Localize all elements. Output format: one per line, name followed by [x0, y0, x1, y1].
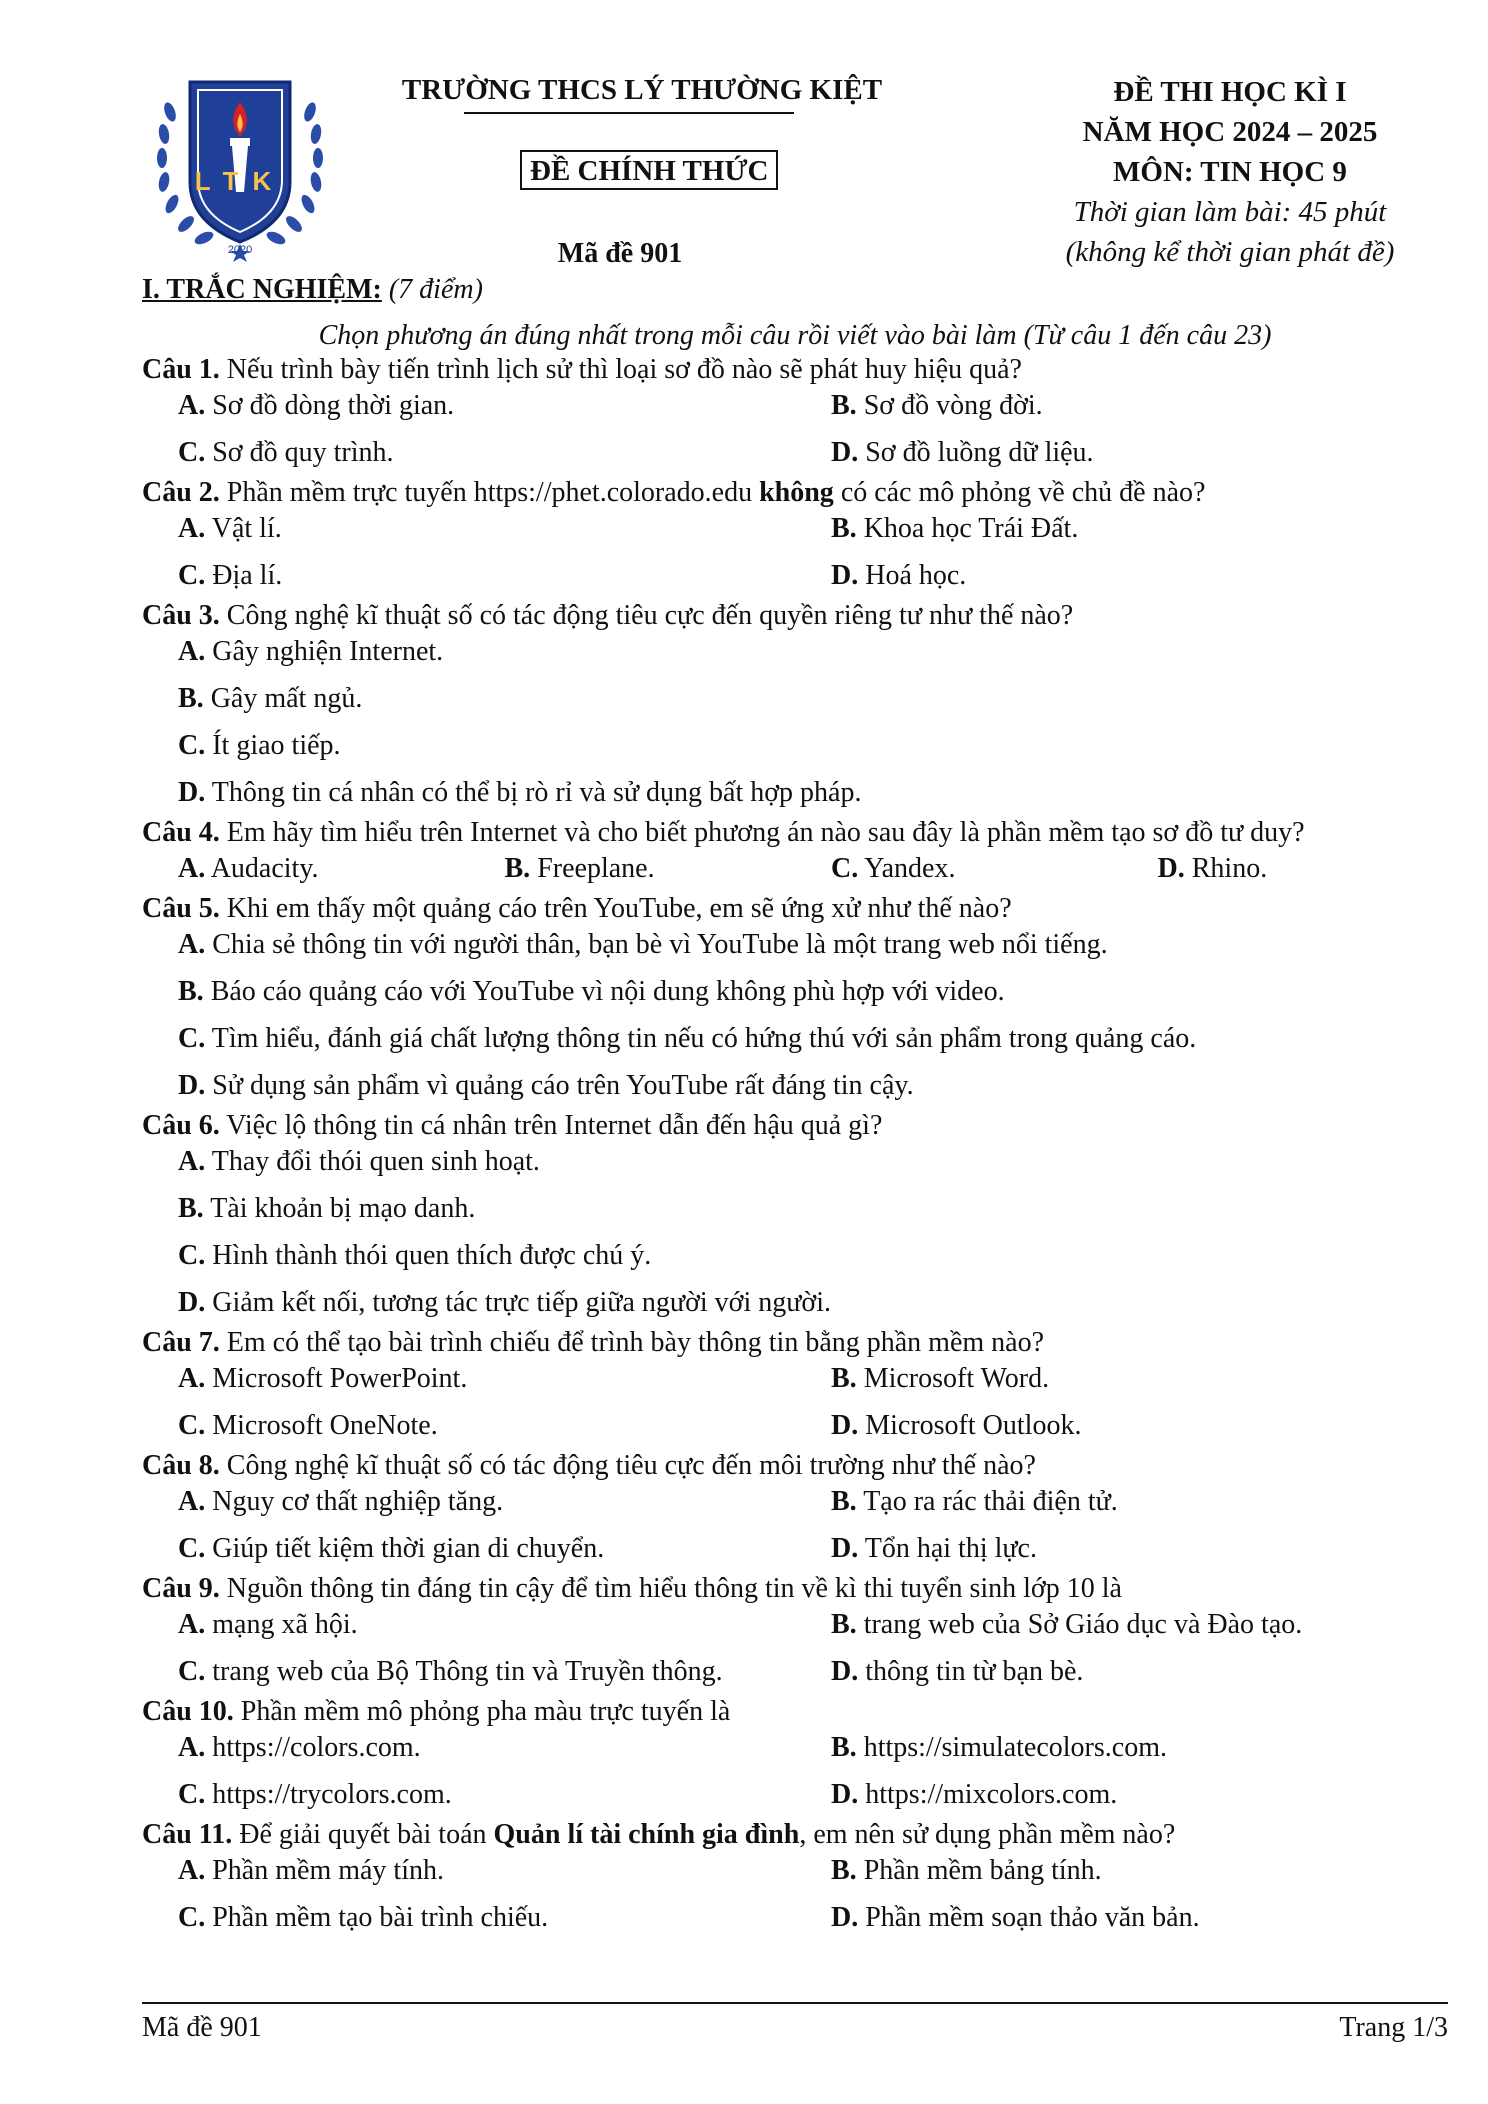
- question-stem: [142, 1325, 1448, 1361]
- option-b: [142, 974, 1448, 1010]
- logo-letters: LTK: [194, 166, 286, 196]
- footer-page-number: Trang 1/3: [1339, 2012, 1448, 2043]
- option-text: https://colors.com.: [212, 1732, 421, 1763]
- option-text: Phần mềm soạn thảo văn bản.: [865, 1902, 1200, 1933]
- footer-exam-code: Mã đề 901: [142, 2012, 262, 2043]
- option-row: [142, 435, 1448, 475]
- question-label: Câu 5.: [142, 893, 220, 924]
- option-d: [142, 775, 1448, 811]
- answer-options: [142, 1607, 1448, 1694]
- option-row: [142, 775, 1448, 815]
- option-letter: A.: [178, 1363, 206, 1394]
- option-b: [795, 388, 1448, 424]
- question-7: [142, 1325, 1448, 1448]
- option-a: [142, 1607, 795, 1643]
- section-title: I. TRẮC NGHIỆM:: [142, 274, 382, 305]
- question-text-tail: , em nên sử dụng phần mềm nào?: [799, 1819, 1176, 1850]
- exam-info: [1010, 72, 1450, 272]
- answer-options: [142, 1361, 1448, 1448]
- option-letter: B.: [831, 1363, 857, 1394]
- answer-options: [142, 851, 1448, 891]
- question-keyword: không: [759, 477, 834, 508]
- option-a: [142, 1730, 795, 1766]
- option-letter: B.: [831, 1486, 857, 1517]
- option-text: trang web của Sở Giáo dục và Đào tạo.: [863, 1609, 1303, 1640]
- answer-options: [142, 511, 1448, 598]
- option-letter: B.: [831, 390, 857, 421]
- option-text: Báo cáo quảng cáo với YouTube vì nội dung không phù hợp với video.: [210, 976, 1005, 1007]
- answer-options: [142, 1853, 1448, 1940]
- question-stem: [142, 1817, 1448, 1853]
- option-b: [795, 1484, 1448, 1520]
- option-letter: A.: [178, 636, 206, 667]
- option-b: [469, 851, 796, 887]
- option-text: Sơ đồ dòng thời gian.: [212, 390, 455, 421]
- option-row: [142, 851, 1448, 891]
- option-letter: B.: [831, 1855, 857, 1886]
- option-letter: C.: [178, 730, 206, 761]
- option-text: Gây mất ngủ.: [210, 683, 363, 714]
- option-text: Freeplane.: [537, 853, 655, 884]
- question-text: Phần mềm mô phỏng pha màu trực tuyến là: [240, 1696, 731, 1727]
- option-letter: D.: [178, 1070, 206, 1101]
- question-5: [142, 891, 1448, 1108]
- option-text: Giảm kết nối, tương tác trực tiếp giữa người với người.: [212, 1287, 832, 1318]
- answer-options: [142, 1730, 1448, 1817]
- question-label: Câu 11.: [142, 1819, 233, 1850]
- option-text: trang web của Bộ Thông tin và Truyền thông.: [212, 1656, 723, 1687]
- option-letter: B.: [504, 853, 531, 884]
- option-letter: C.: [178, 1533, 206, 1564]
- option-text: Rhino.: [1191, 853, 1268, 884]
- question-label: Câu 1.: [142, 354, 220, 385]
- option-d: [795, 558, 1448, 594]
- question-label: Câu 7.: [142, 1327, 220, 1358]
- exam-duration: Thời gian làm bài: 45 phút: [1073, 196, 1387, 228]
- option-text: Hình thành thói quen thích được chú ý.: [212, 1240, 652, 1271]
- question-stem: [142, 352, 1448, 388]
- option-a: [142, 927, 1448, 963]
- option-row: [142, 1238, 1448, 1285]
- option-letter: C.: [178, 437, 206, 468]
- option-row: [142, 1531, 1448, 1571]
- question-keyword: Quản lí tài chính gia đình: [493, 1819, 800, 1850]
- question-text: Em có thể tạo bài trình chiếu để trình bày thông tin bằng phần mềm nào?: [226, 1327, 1045, 1358]
- option-text: Hoá học.: [865, 560, 967, 591]
- question-stem: [142, 598, 1448, 634]
- option-text: Địa lí.: [212, 560, 283, 591]
- question-text: Nếu trình bày tiến trình lịch sử thì loại sơ đồ nào sẽ phát huy hiệu quả?: [226, 354, 1022, 385]
- question-6: [142, 1108, 1448, 1325]
- question-label: Câu 2.: [142, 477, 220, 508]
- option-letter: B.: [831, 1732, 857, 1763]
- option-letter: A.: [178, 1609, 206, 1640]
- option-row: [142, 1900, 1448, 1940]
- option-text: Chia sẻ thông tin với người thân, bạn bè vì YouTube là một trang web nổi tiếng.: [212, 929, 1108, 960]
- option-c: [142, 1531, 795, 1567]
- option-text: Tạo ra rác thải điện tử.: [863, 1486, 1118, 1517]
- option-d: [142, 1285, 1448, 1321]
- option-letter: C.: [178, 1410, 206, 1441]
- option-d: [795, 1654, 1448, 1690]
- option-text: Sơ đồ luồng dữ liệu.: [865, 437, 1094, 468]
- option-row: [142, 681, 1448, 728]
- option-letter: D.: [831, 1902, 859, 1933]
- answer-options: [142, 1144, 1448, 1325]
- question-text: Khi em thấy một quảng cáo trên YouTube, em sẽ ứng xử như thế nào?: [226, 893, 1012, 924]
- footer-rule: [142, 2002, 1448, 2004]
- question-label: Câu 9.: [142, 1573, 220, 1604]
- question-stem: [142, 1108, 1448, 1144]
- option-letter: C.: [178, 1779, 206, 1810]
- section-instruction: Chọn phương án đúng nhất trong mỗi câu rồi viết vào bài làm (Từ câu 1 đến câu 23): [318, 320, 1272, 351]
- subject: MÔN: TIN HỌC 9: [1113, 156, 1347, 188]
- option-text: Gây nghiện Internet.: [212, 636, 444, 667]
- logo-year: 2020: [227, 244, 253, 256]
- option-text: https://simulatecolors.com.: [863, 1732, 1167, 1763]
- option-letter: A.: [178, 1855, 206, 1886]
- question-text-tail: có các mô phỏng về chủ đề nào?: [833, 477, 1206, 508]
- option-a: [142, 511, 795, 547]
- option-text: mạng xã hội.: [212, 1609, 358, 1640]
- option-text: Ít giao tiếp.: [212, 730, 341, 761]
- option-text: Phần mềm bảng tính.: [863, 1855, 1102, 1886]
- option-letter: B.: [178, 976, 204, 1007]
- option-letter: C.: [178, 1656, 206, 1687]
- question-text: Công nghệ kĩ thuật số có tác động tiêu cực đến môi trường như thế nào?: [226, 1450, 1036, 1481]
- option-row: [142, 1191, 1448, 1238]
- option-d: [795, 1900, 1448, 1936]
- option-letter: D.: [831, 1533, 859, 1564]
- answer-options: [142, 927, 1448, 1108]
- option-text: Microsoft Outlook.: [865, 1410, 1082, 1441]
- option-d: [795, 435, 1448, 471]
- option-d: [795, 1408, 1448, 1444]
- option-letter: C.: [178, 1902, 206, 1933]
- option-text: https://mixcolors.com.: [865, 1779, 1118, 1810]
- question-text: Em hãy tìm hiểu trên Internet và cho biết phương án nào sau đây là phần mềm tạo sơ đồ tư duy?: [226, 817, 1305, 848]
- school-name-rule: [464, 112, 794, 114]
- option-c: [142, 1408, 795, 1444]
- option-c: [795, 851, 1122, 887]
- option-letter: B.: [831, 1609, 857, 1640]
- option-text: thông tin từ bạn bè.: [865, 1656, 1084, 1687]
- option-d: [795, 1777, 1448, 1813]
- option-text: Tìm hiểu, đánh giá chất lượng thông tin nếu có hứng thú với sản phẩm trong quảng cáo.: [211, 1023, 1197, 1054]
- option-c: [142, 1654, 795, 1690]
- option-d: [795, 1531, 1448, 1567]
- option-text: Vật lí.: [211, 513, 282, 544]
- option-text: Thay đổi thói quen sinh hoạt.: [211, 1146, 540, 1177]
- option-c: [142, 558, 795, 594]
- exam-duration-note: (không kể thời gian phát đề): [1065, 236, 1395, 268]
- option-text: Giúp tiết kiệm thời gian di chuyển.: [212, 1533, 605, 1564]
- section-heading: [142, 274, 483, 306]
- option-row: [142, 1408, 1448, 1448]
- option-text: Phần mềm máy tính.: [212, 1855, 444, 1886]
- option-row: [142, 728, 1448, 775]
- option-c: [142, 1238, 1448, 1274]
- option-row: [142, 1361, 1448, 1408]
- option-d: [1122, 851, 1449, 887]
- option-row: [142, 1607, 1448, 1654]
- question-text: Việc lộ thông tin cá nhân trên Internet dẫn đến hậu quả gì?: [226, 1110, 883, 1141]
- question-3: [142, 598, 1448, 815]
- option-a: [142, 634, 1448, 670]
- option-letter: B.: [178, 683, 204, 714]
- option-c: [142, 1777, 795, 1813]
- option-letter: A.: [178, 513, 206, 544]
- option-text: Nguy cơ thất nghiệp tăng.: [212, 1486, 504, 1517]
- option-row: [142, 388, 1448, 435]
- option-a: [142, 1361, 795, 1397]
- official-badge: ĐỀ CHÍNH THỨC: [520, 150, 778, 190]
- option-text: Microsoft OneNote.: [212, 1410, 438, 1441]
- option-a: [142, 1853, 795, 1889]
- option-letter: C.: [178, 1240, 206, 1271]
- question-10: [142, 1694, 1448, 1817]
- option-letter: C.: [178, 1023, 206, 1054]
- option-b: [795, 1730, 1448, 1766]
- option-letter: D.: [178, 777, 206, 808]
- option-b: [795, 1607, 1448, 1643]
- option-letter: B.: [178, 1193, 204, 1224]
- option-text: Microsoft Word.: [863, 1363, 1050, 1394]
- question-stem: [142, 891, 1448, 927]
- option-row: [142, 974, 1448, 1021]
- option-row: [142, 1285, 1448, 1325]
- option-row: [142, 927, 1448, 974]
- option-a: [142, 1484, 795, 1520]
- option-letter: D.: [831, 437, 859, 468]
- question-4: [142, 815, 1448, 891]
- option-letter: D.: [1157, 853, 1185, 884]
- option-row: [142, 1777, 1448, 1817]
- option-row: [142, 634, 1448, 681]
- question-stem: [142, 1694, 1448, 1730]
- option-text: Microsoft PowerPoint.: [212, 1363, 468, 1394]
- option-letter: A.: [178, 853, 206, 884]
- option-row: [142, 511, 1448, 558]
- option-letter: A.: [178, 929, 206, 960]
- question-stem: [142, 1448, 1448, 1484]
- question-label: Câu 8.: [142, 1450, 220, 1481]
- question-text: Để giải quyết bài toán: [239, 1819, 494, 1850]
- option-row: [142, 1654, 1448, 1694]
- option-letter: D.: [831, 1779, 859, 1810]
- option-letter: D.: [831, 560, 859, 591]
- option-b: [142, 1191, 1448, 1227]
- question-2: [142, 475, 1448, 598]
- option-letter: C.: [831, 853, 859, 884]
- school-name: TRƯỜNG THCS LÝ THƯỜNG KIỆT: [401, 74, 883, 106]
- option-row: [142, 558, 1448, 598]
- option-a: [142, 851, 469, 887]
- option-text: Sử dụng sản phẩm vì quảng cáo trên YouTube rất đáng tin cậy.: [212, 1070, 914, 1101]
- option-a: [142, 1144, 1448, 1180]
- option-row: [142, 1853, 1448, 1900]
- question-1: [142, 352, 1448, 475]
- question-label: Câu 6.: [142, 1110, 220, 1141]
- option-row: [142, 1730, 1448, 1777]
- question-text: Phần mềm trực tuyến https://phet.colorado.edu: [226, 477, 760, 508]
- option-a: [142, 388, 795, 424]
- option-d: [142, 1068, 1448, 1104]
- option-text: https://trycolors.com.: [212, 1779, 452, 1810]
- option-text: Audacity.: [210, 853, 319, 884]
- answer-options: [142, 1484, 1448, 1571]
- option-text: Sơ đồ vòng đời.: [863, 390, 1043, 421]
- question-11: [142, 1817, 1448, 1940]
- option-b: [795, 1361, 1448, 1397]
- option-text: Thông tin cá nhân có thể bị rò rỉ và sử dụng bất hợp pháp.: [211, 777, 862, 808]
- answer-options: [142, 634, 1448, 815]
- school-year: NĂM HỌC 2024 – 2025: [1082, 116, 1378, 148]
- option-c: [142, 435, 795, 471]
- option-b: [795, 1853, 1448, 1889]
- question-label: Câu 10.: [142, 1696, 234, 1727]
- question-stem: [142, 1571, 1448, 1607]
- option-b: [795, 511, 1448, 547]
- exam-code: Mã đề 901: [557, 238, 683, 269]
- answer-options: [142, 388, 1448, 475]
- option-letter: A.: [178, 390, 206, 421]
- question-label: Câu 4.: [142, 817, 220, 848]
- question-list: [142, 352, 1448, 1940]
- question-9: [142, 1571, 1448, 1694]
- option-b: [142, 681, 1448, 717]
- option-row: [142, 1068, 1448, 1108]
- question-label: Câu 3.: [142, 600, 220, 631]
- exam-title: ĐỀ THI HỌC KÌ I: [1113, 76, 1347, 108]
- option-letter: A.: [178, 1146, 206, 1177]
- option-row: [142, 1144, 1448, 1191]
- option-letter: D.: [831, 1410, 859, 1441]
- option-letter: A.: [178, 1486, 206, 1517]
- option-text: Tài khoản bị mạo danh.: [210, 1193, 476, 1224]
- question-stem: [142, 815, 1448, 851]
- question-stem: [142, 475, 1448, 511]
- option-letter: C.: [178, 560, 206, 591]
- section-points: (7 điểm): [388, 274, 483, 305]
- option-text: Yandex.: [864, 853, 956, 884]
- question-8: [142, 1448, 1448, 1571]
- option-letter: D.: [178, 1287, 206, 1318]
- option-letter: B.: [831, 513, 857, 544]
- option-text: Phần mềm tạo bài trình chiếu.: [212, 1902, 549, 1933]
- option-c: [142, 728, 1448, 764]
- option-c: [142, 1021, 1448, 1057]
- option-letter: D.: [831, 1656, 859, 1687]
- option-text: Sơ đồ quy trình.: [212, 437, 394, 468]
- option-text: Khoa học Trái Đất.: [863, 513, 1079, 544]
- option-c: [142, 1900, 795, 1936]
- option-letter: A.: [178, 1732, 206, 1763]
- option-row: [142, 1021, 1448, 1068]
- option-text: Tổn hại thị lực.: [864, 1533, 1037, 1564]
- option-row: [142, 1484, 1448, 1531]
- question-text: Nguồn thông tin đáng tin cậy để tìm hiểu thông tin về kì thi tuyển sinh lớp 10 là: [226, 1573, 1122, 1604]
- question-text: Công nghệ kĩ thuật số có tác động tiêu cực đến quyền riêng tư như thế nào?: [226, 600, 1074, 631]
